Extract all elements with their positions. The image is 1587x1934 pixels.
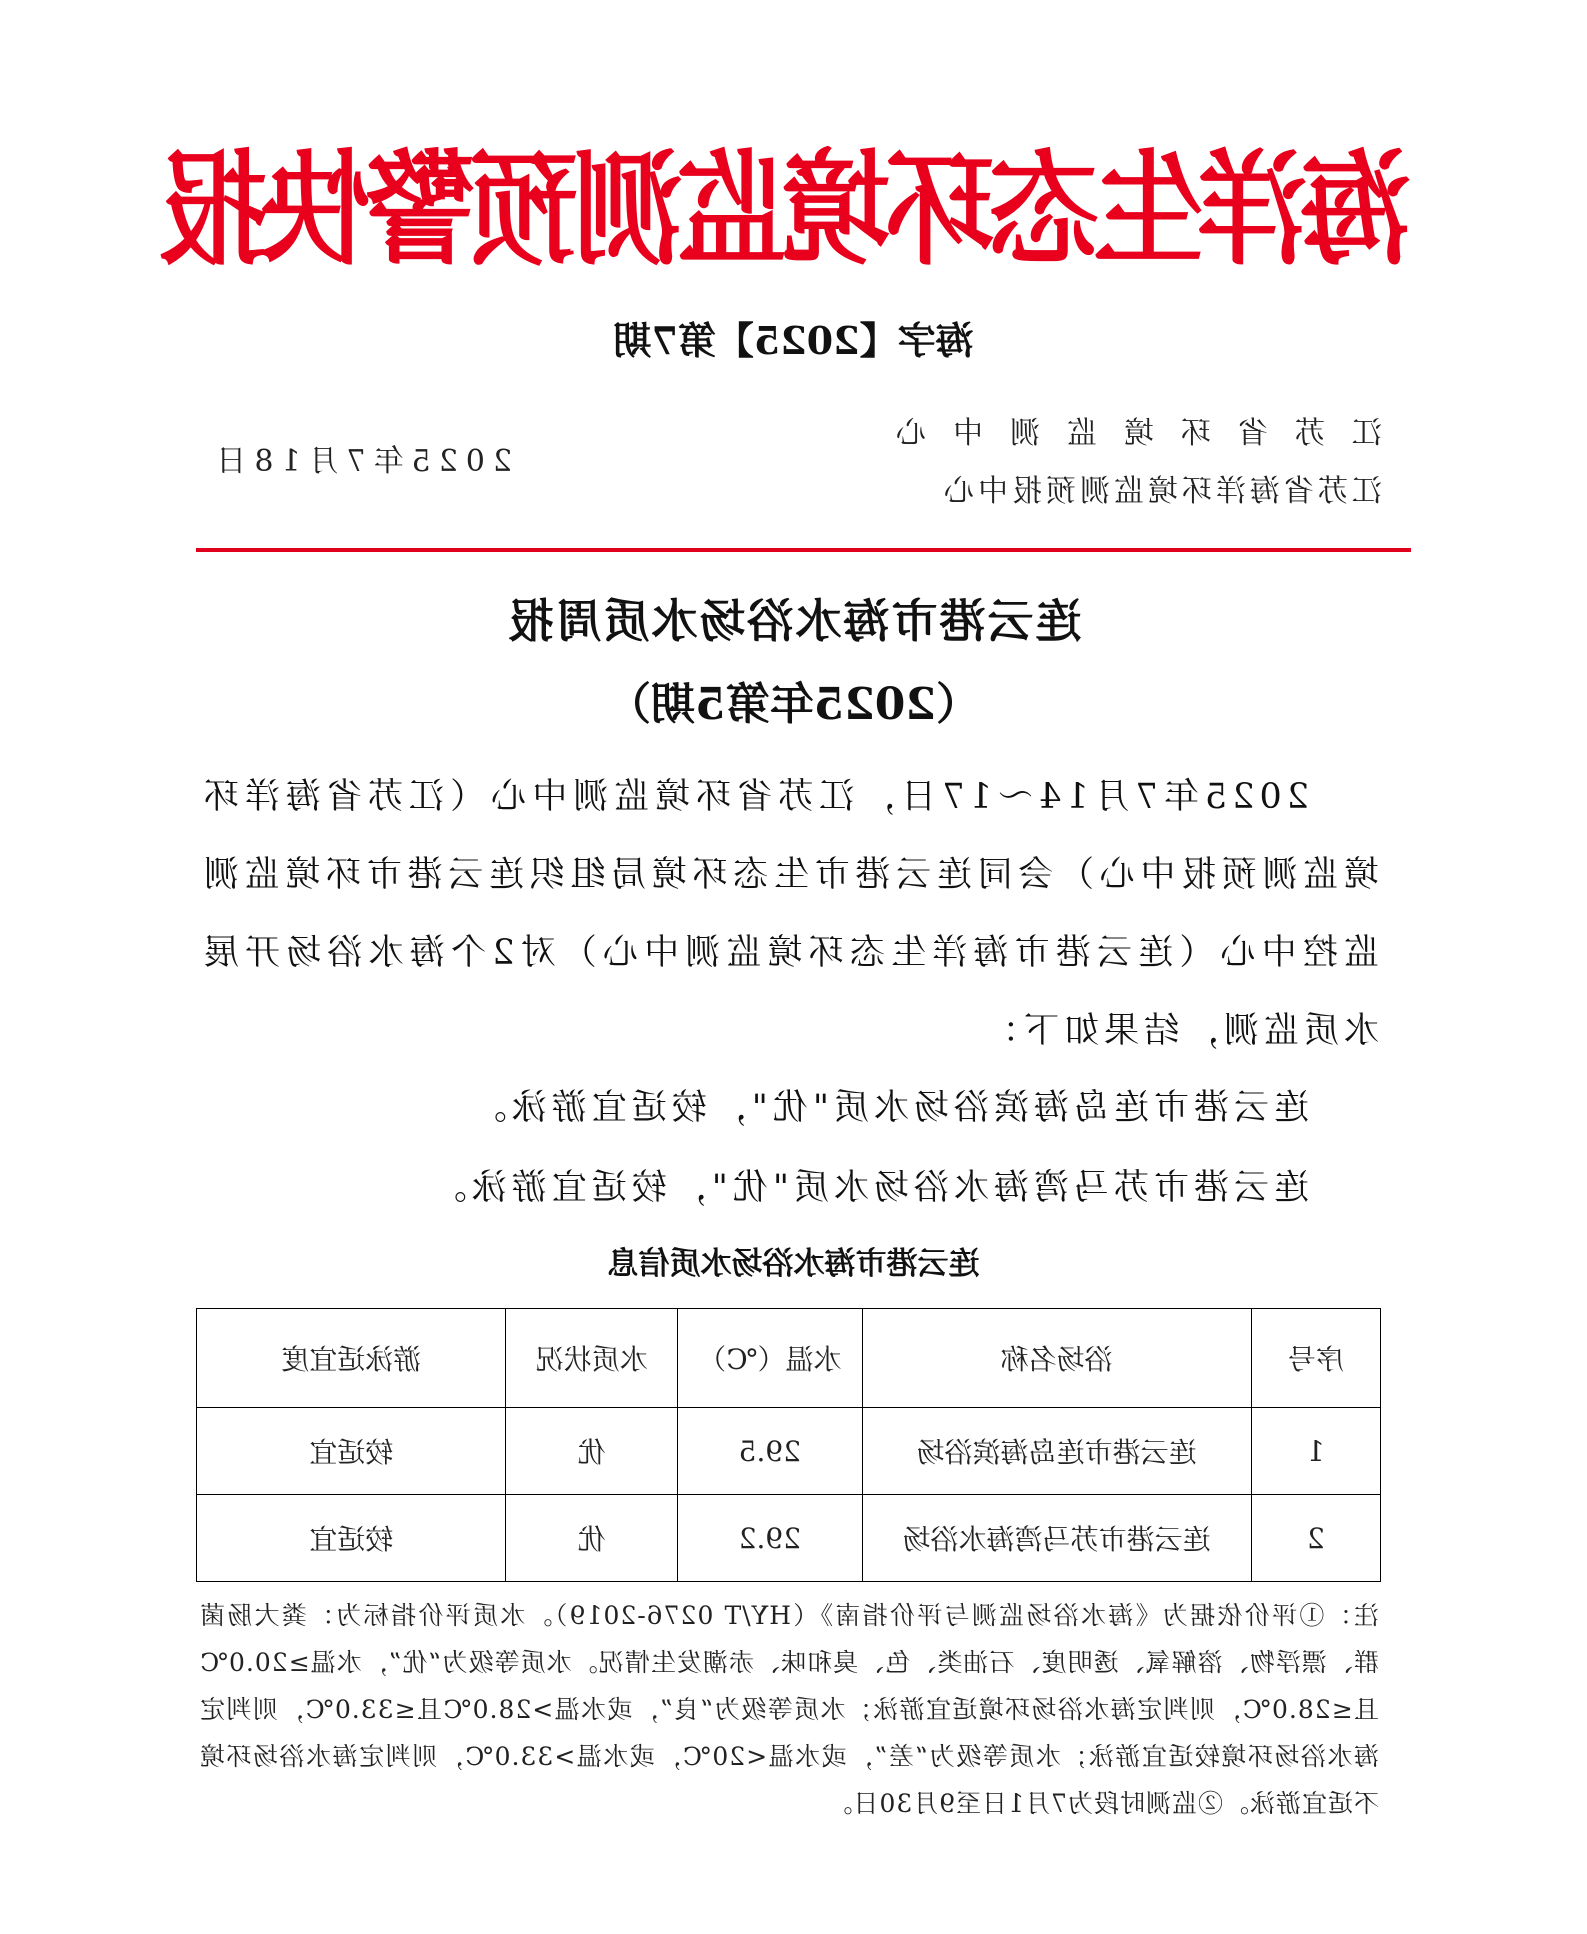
table-row	[197, 1408, 1381, 1495]
cell-beach-name: 连云港市苏马湾海水浴场	[862, 1495, 1251, 1582]
cell-water-quality: 优	[506, 1495, 678, 1582]
evaluation-note: 注：①评价依据为《海水浴场监测与评价指南》（HY/T 0276-2019）。水质评价指标为：粪大肠菌群、漂浮物、溶解氧、透明度、石油类、色、臭和味、赤潮发生情况。水质等级为“优”，水温≥20.0℃且≤28.0℃，则判定海水浴场环境适宜游泳；水质等级为“良”，或水温>28.0℃且≤33.0℃，则判定海水浴场环境较适宜游泳；水质等级为“差”，或水温<20℃，或水温>33.0℃，则判定海水浴场环境不适宜游泳。②监测时段为7月1日至9月30日。	[199, 1601, 1379, 1818]
water-quality-table	[196, 1308, 1381, 1582]
header-divider	[196, 548, 1411, 552]
report-subtitle: （2025年第5期）	[606, 679, 981, 730]
cell-water-temp: 29.5	[678, 1408, 862, 1495]
cell-index: 2	[1251, 1495, 1380, 1582]
report-title: 连云港市海水浴场水质周报	[505, 594, 1082, 648]
result-sumawan: 连云港市苏马湾海水浴场水质"优"，较适宜游泳。	[426, 1168, 1309, 1208]
cell-beach-name: 连云港市连岛海滨浴场	[862, 1408, 1251, 1495]
result-lianlian: 连云港市连岛海滨浴场水质"优"，较适宜游泳。	[466, 1088, 1309, 1128]
cell-water-quality: 优	[506, 1408, 678, 1495]
header-water-temp: 水温（℃）	[678, 1309, 862, 1408]
intro-paragraph: 2025年7月14～17日，江苏省环境监测中心（江苏省海洋环境监测预报中心）会同连云港市生态环境局组织连云港市环境监测监控中心（连云港市海洋生态环境监测中心）对2个海水浴场开展水质监测，结果如下：	[199, 777, 1379, 1051]
cell-swim-suitability: 较适宜	[197, 1495, 506, 1582]
issuer-primary: 江苏省环境监测中心	[869, 416, 1382, 451]
table-row	[197, 1495, 1381, 1582]
header-water-quality: 水质状况	[506, 1309, 678, 1408]
issue-number: 海字【2025】第7期	[613, 318, 974, 363]
header-swim-suitability: 游泳适宜度	[197, 1309, 506, 1408]
issuing-organizations	[869, 405, 1382, 521]
cell-water-temp: 29.2	[678, 1495, 862, 1582]
header-index: 序号	[1251, 1309, 1380, 1408]
header-beach-name: 浴场名称	[862, 1309, 1251, 1408]
table-header-row	[197, 1309, 1381, 1408]
cell-index: 1	[1251, 1408, 1380, 1495]
cell-swim-suitability: 较适宜	[197, 1408, 506, 1495]
masthead-title: 海洋生态环境监测预警快报	[163, 138, 1411, 282]
issue-date: 2025年7月18日	[208, 444, 512, 479]
table-title: 连云港市海水浴场水质信息	[607, 1246, 980, 1282]
issuer-secondary: 江苏省海洋环境监测预报中心	[940, 474, 1382, 509]
